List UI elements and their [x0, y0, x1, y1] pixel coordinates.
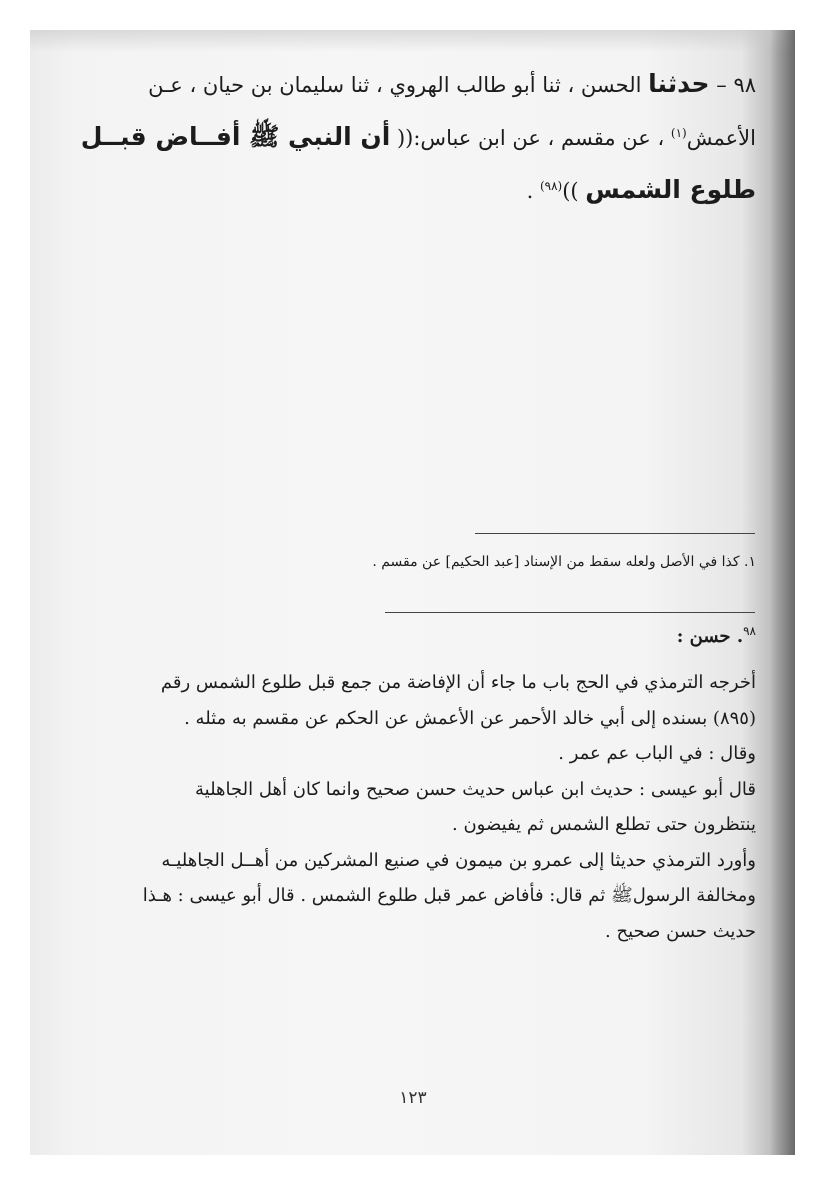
- hadith-line: [80, 111, 756, 164]
- haddathana-word: حدثنا: [648, 69, 710, 98]
- isnad-text: ، عن مقسم ، عن ابن عباس:((: [390, 126, 671, 150]
- hadith-text: [80, 58, 756, 217]
- page-number: ١٢٣: [399, 1088, 427, 1108]
- matn-close: )): [562, 179, 586, 203]
- footnote-line: ومخالفة الرسولﷺ ثم قال: فأفاض عمر قبل طلوع الشمس . قال أبو عيسى : هـذا: [142, 885, 756, 906]
- matn-text: طلوع الشمس: [585, 175, 756, 204]
- isnad-text: الحسن ، ثنا أبو طالب الهروي ، ثنا سليمان بن حيان ، عـن: [148, 73, 649, 97]
- footnote-line: حديث حسن صحيح .: [605, 920, 756, 942]
- footnote-line: (٨٩٥) بسنده إلى أبي خالد الأحمر عن الأعمش عن الحكم عن مقسم به مثله .: [184, 707, 756, 729]
- footnote-1: ١. كذا في الأصل ولعله سقط من الإسناد [عبد الحكيم] عن مقسم .: [372, 554, 756, 570]
- footnote-98-body: [76, 665, 756, 949]
- hadith-number: ٩٨ –: [709, 73, 756, 97]
- page-top-shadow: [30, 30, 795, 52]
- hadith-line: [106, 164, 756, 217]
- hadith-line: [106, 58, 756, 111]
- footnote-98-heading: [136, 622, 756, 652]
- footnote-line: ينتظرون حتى تطلع الشمس ثم يفيضون .: [452, 814, 756, 835]
- footnote-separator-1: [475, 533, 755, 534]
- footnote-separator-2: [385, 612, 755, 613]
- isnad-text: الأعمش: [686, 126, 756, 150]
- binding-shadow: [770, 30, 795, 1155]
- footnote-line: وأورد الترمذي حديثا إلى عمرو بن ميمون في صنيع المشركين من أهــل الجاهليـه: [161, 849, 756, 871]
- footnote-ref-1: (١): [670, 126, 687, 140]
- footnote-ref-98: (٩٨): [539, 179, 563, 193]
- footnote-line: أخرجه الترمذي في الحج باب ما جاء أن الإفاضة من جمع قبل طلوع الشمس رقم: [160, 672, 756, 693]
- footnote-98-grade: . حسن :: [676, 626, 744, 647]
- matn-text: أن النبي ﷺ أفــاض قبــل: [80, 122, 391, 151]
- footnote-98-number: ٩٨: [743, 624, 756, 638]
- footnote-line: قال أبو عيسى : حديث ابن عباس حديث حسن صحيح وانما كان أهل الجاهلية: [195, 778, 756, 800]
- period: .: [526, 179, 540, 203]
- footnote-line: وقال : في الباب عم عمر .: [558, 743, 756, 764]
